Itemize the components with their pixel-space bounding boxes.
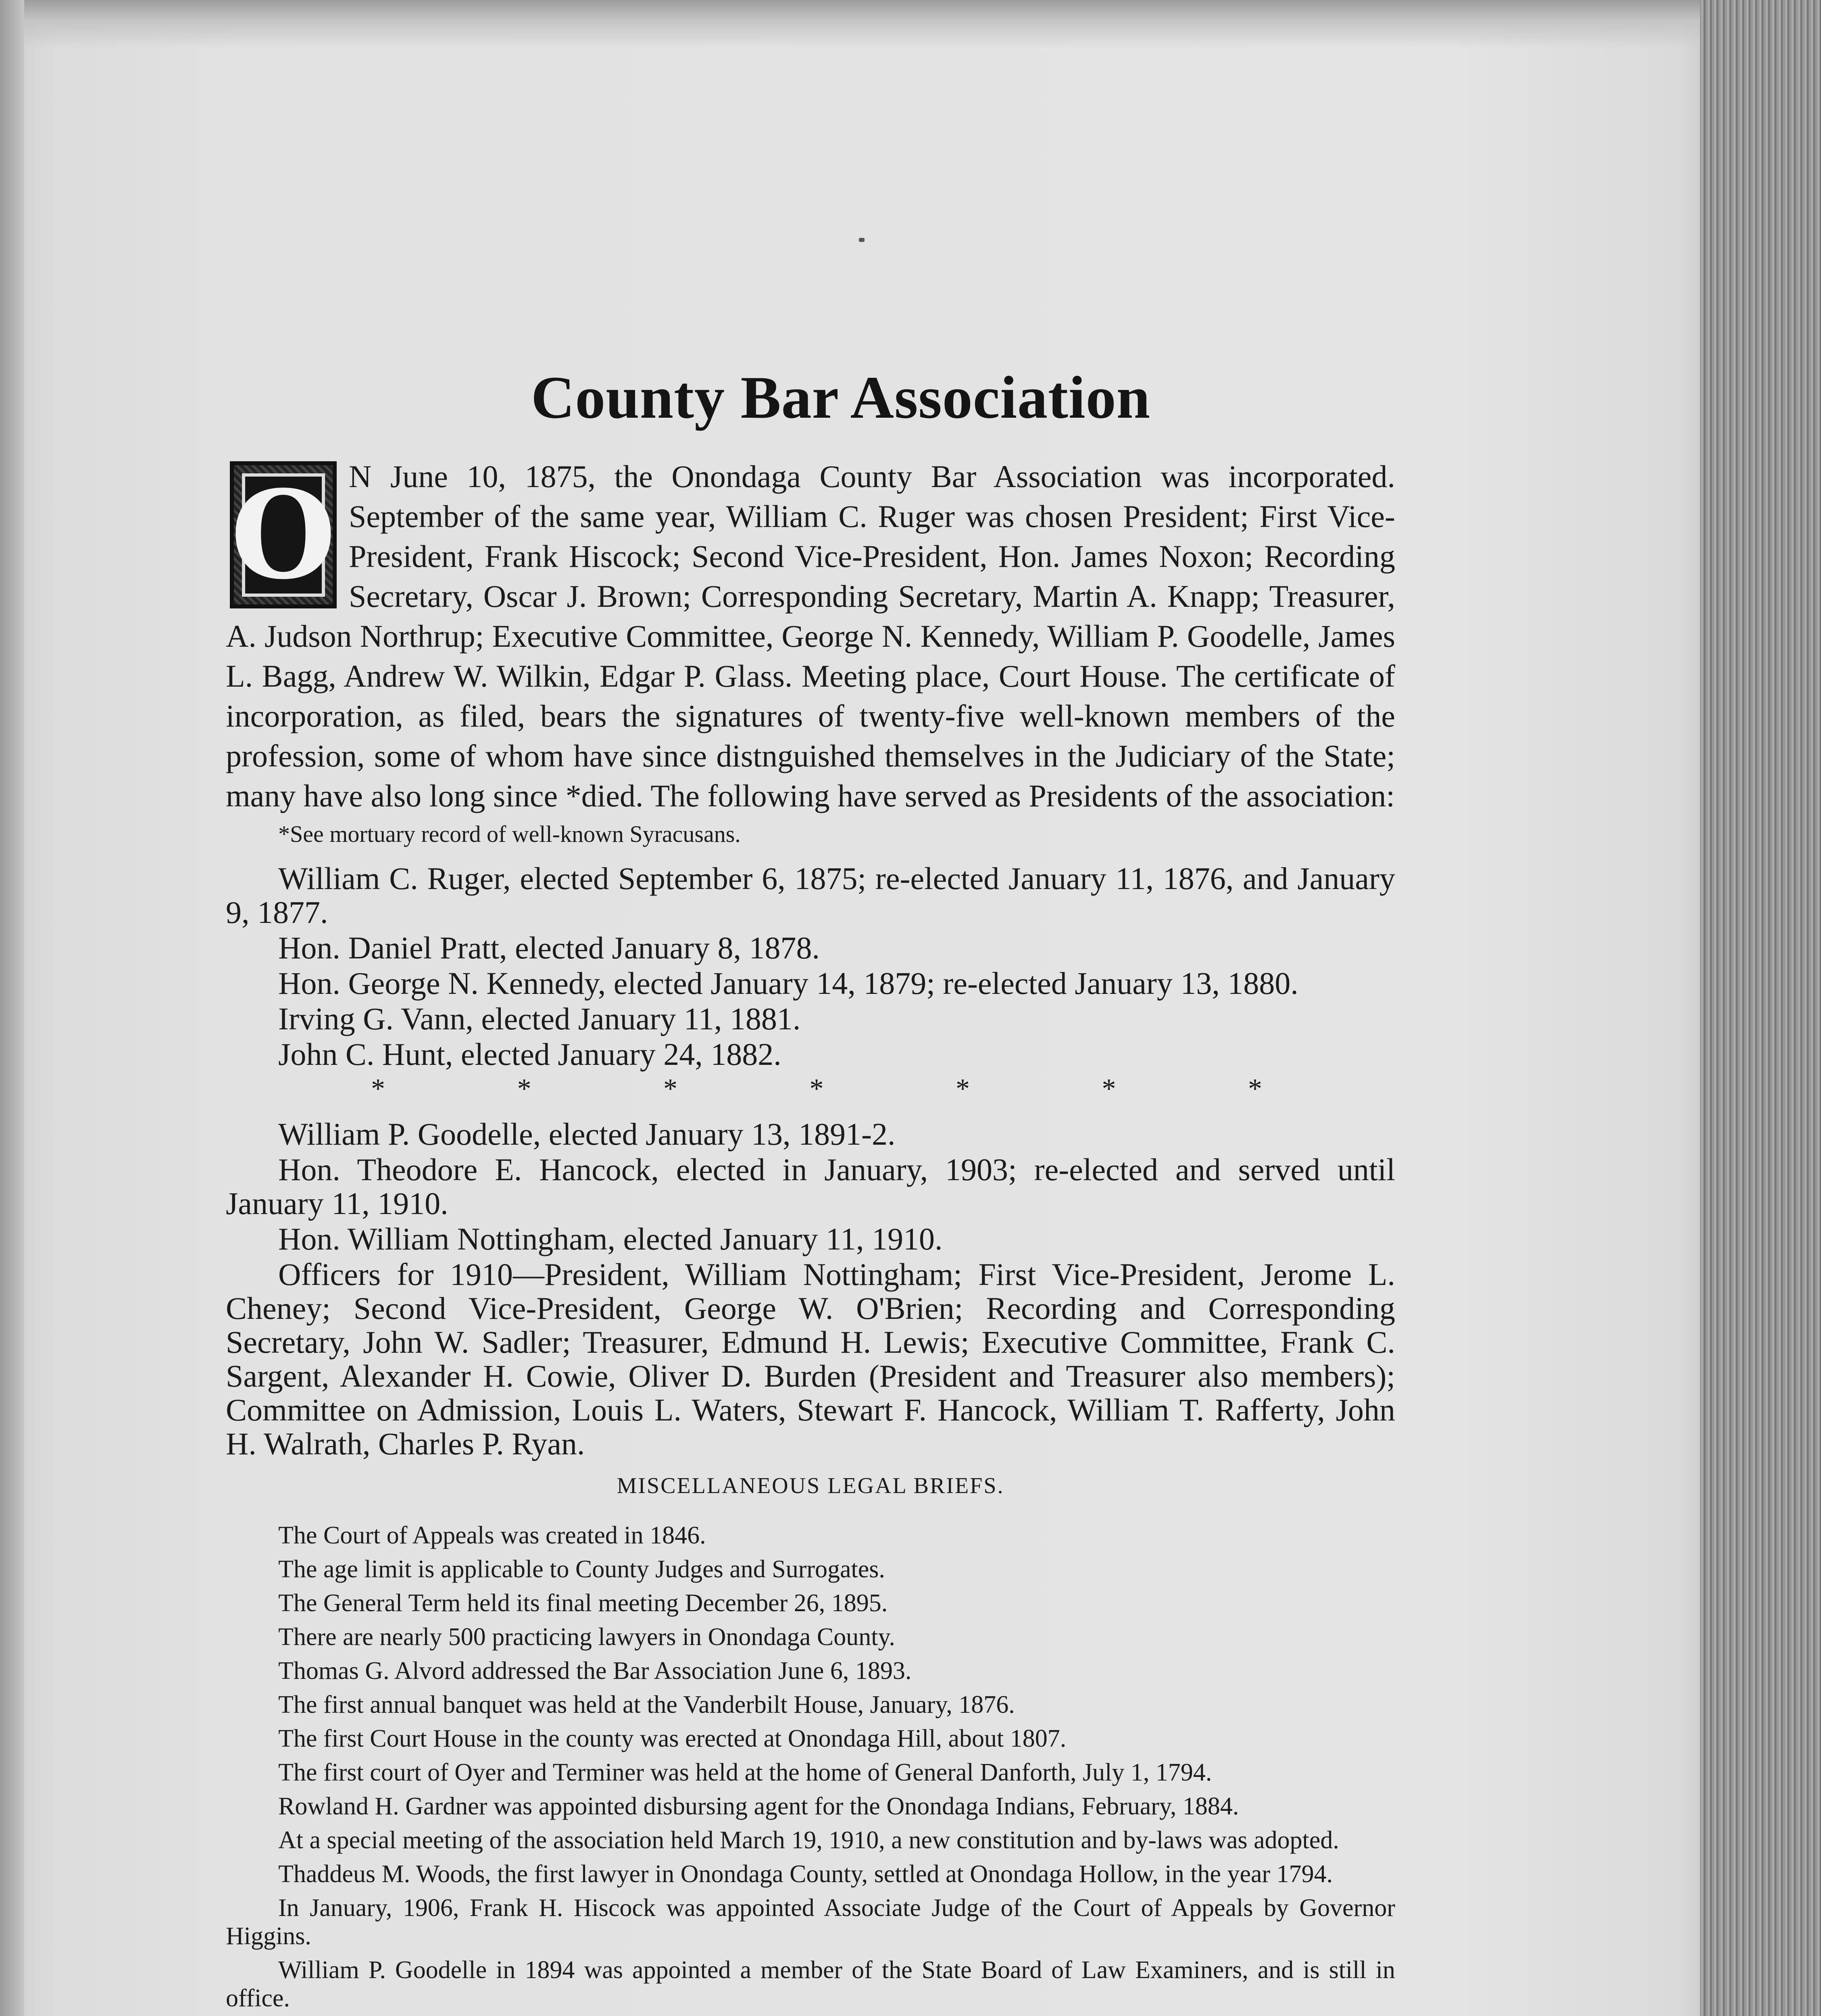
president-entry: John C. Hunt, elected January 24, 1882. (278, 1037, 781, 1072)
brief-item: There are nearly 500 practicing lawyers in Onondaga County. (278, 1623, 895, 1651)
intro-text: N June 10, 1875, the Onondaga County Bar Association was incorporated. September of the same year, William C. Ruger was chosen President; First Vice-President, Frank Hiscock; Second Vice-President, Hon. James Noxon; Recording Secretary, Oscar J. Brown; Corresponding Secretary, Martin A. Knapp; Treasurer, A. Judson Northrup; Executive Committee, George N. Kennedy, William P. Goodelle, James L. Bagg, Andrew W. Wilkin, Edgar P. Glass. Meeting place, Court House. The certificate of incorporation, as filed, bears the signatures of twenty-five well-known members of the profession, some of whom have since distnguished themselves in the Judiciary of the State; many have also long since *died. The following have served as Presidents of the association: (226, 459, 1395, 813)
star: * (517, 1073, 531, 1104)
president-entry: William C. Ruger, elected September 6, 1875; re-elected January 11, 1876, and January 9, 1877. (226, 861, 1395, 930)
star: * (809, 1073, 824, 1104)
page-title: County Bar Association (531, 364, 1151, 431)
dropcap-letter: O (230, 463, 336, 606)
president-entry: William P. Goodelle, elected January 13, 1891-2. (278, 1116, 896, 1152)
brief-item: Thaddeus M. Woods, the first lawyer in Onondaga County, settled at Onondaga Hollow, in the year 1794. (278, 1860, 1333, 1888)
star: * (663, 1073, 677, 1104)
president-entry: Hon. Theodore E. Hancock, elected in January, 1903; re-elected and served until January 11, 1910. (226, 1152, 1395, 1221)
president-entry: Hon. Daniel Pratt, elected January 8, 1878. (278, 930, 820, 965)
president-entry: Hon. William Nottingham, elected January 11, 1910. (278, 1221, 943, 1256)
briefs-heading: MISCELLANEOUS LEGAL BRIEFS. (617, 1473, 1004, 1498)
brief-item: Rowland H. Gardner was appointed disbursing agent for the Onondaga Indians, February, 1884. (278, 1793, 1239, 1820)
footnote: *See mortuary record of well-known Syracusans. (278, 821, 741, 847)
book-binding (0, 0, 24, 2016)
brief-item: Thomas G. Alvord addressed the Bar Association June 6, 1893. (278, 1657, 912, 1685)
president-entry: Hon. George N. Kennedy, elected January 14, 1879; re-elected January 13, 1880. (278, 966, 1298, 1001)
brief-item: The first Court House in the county was erected at Onondaga Hill, about 1807. (278, 1725, 1067, 1752)
president-entry: Irving G. Vann, elected January 11, 1881. (278, 1001, 801, 1036)
brief-item: The General Term held its final meeting December 26, 1895. (278, 1589, 888, 1617)
ellipsis-stars (226, 1073, 1395, 1105)
star: * (956, 1073, 970, 1104)
officers-paragraph: Officers for 1910—President, William Nottingham; First Vice-President, Jerome L. Cheney; Second Vice-President, George W. O'Brien; Recording and Corresponding Secretary, John W. Sadler; Treasurer, Edmund H. Lewis; Executive Committee, Frank C. Sargent, Alexander H. Cowie, Oliver D. Burden (President and Treasurer also members); Committee on Admission, Louis L. Waters, Stewart F. Hancock, William T. Rafferty, John H. Walrath, Charles P. Ryan. (226, 1257, 1395, 1461)
brief-item: The age limit is applicable to County Judges and Surrogates. (278, 1556, 885, 1583)
presidents-list (226, 862, 1395, 1256)
ink-mark (859, 238, 865, 242)
brief-item: In January, 1906, Frank H. Hiscock was appointed Associate Judge of the Court of Appeals by Governor Higgins. (226, 1894, 1395, 1950)
brief-item: The first annual banquet was held at the Vanderbilt House, January, 1876. (278, 1691, 1015, 1718)
article (226, 363, 1395, 2016)
dropcap-ornament (230, 461, 337, 608)
brief-item: The Court of Appeals was created in 1846. (278, 1522, 706, 1549)
page-top-shadow (0, 0, 1821, 48)
star: * (1102, 1073, 1116, 1104)
briefs-list (226, 1521, 1395, 2012)
brief-item: At a special meeting of the association held March 19, 1910, a new constitution and by-laws was adopted. (278, 1826, 1339, 1854)
brief-item: William P. Goodelle in 1894 was appointed a member of the State Board of Law Examiners, and is still in office. (226, 1956, 1395, 2012)
brief-item: The first court of Oyer and Terminer was held at the home of General Danforth, July 1, 1794. (278, 1759, 1212, 1786)
intro-paragraph (226, 456, 1395, 816)
star: * (371, 1073, 385, 1104)
star: * (1248, 1073, 1262, 1104)
page-stack-edges (1700, 0, 1821, 2016)
